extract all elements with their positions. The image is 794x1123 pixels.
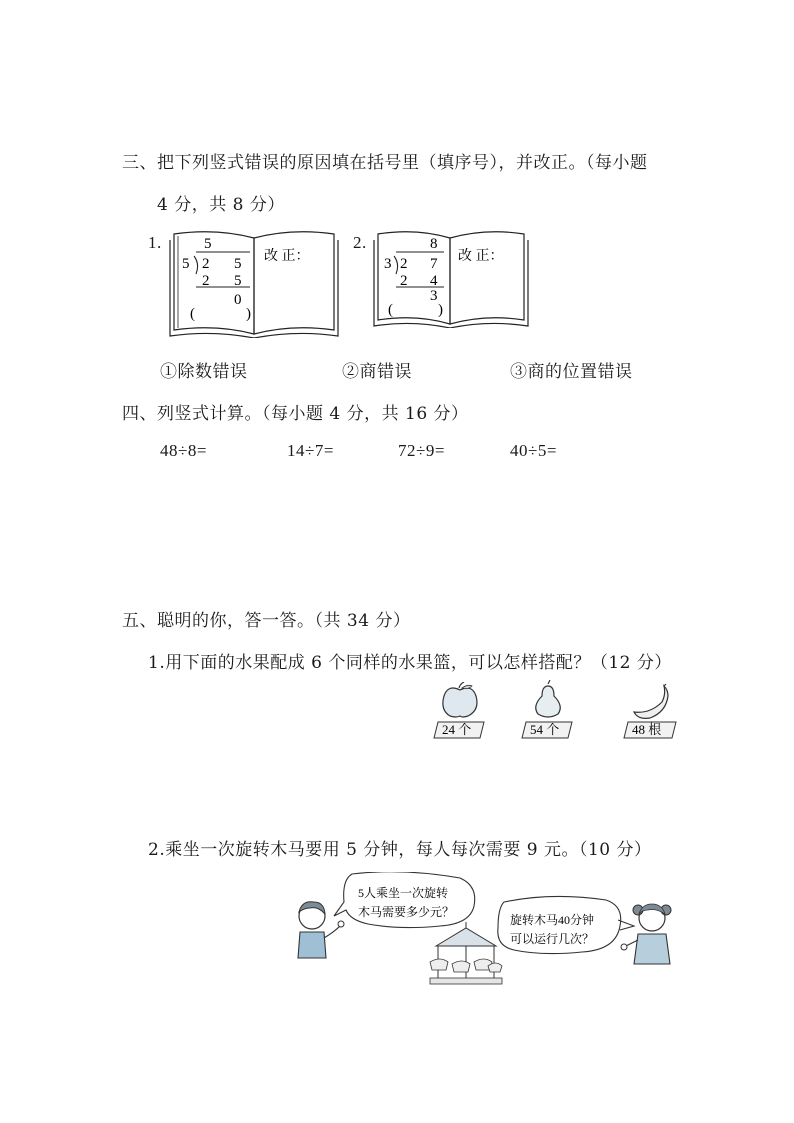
division-problem-4: 40÷5= <box>510 441 557 460</box>
problem2-correction-label: 改 正： <box>458 249 504 264</box>
question2-text: 2.乘坐一次旋转木马要用 5 分钟，每人每次需要 9 元。（10 分） <box>148 840 652 860</box>
problem1-dividend-digit1: 2 <box>202 256 210 272</box>
problem1-divisor: 5 <box>182 256 190 272</box>
section5-title: 五、聪明的你，答一答。（共 34 分） <box>122 611 411 631</box>
problem2-quotient: 8 <box>430 236 438 252</box>
problem1-dividend-digit2: 5 <box>234 256 242 272</box>
problem1-product-digit1: 2 <box>202 273 210 289</box>
problem2-product-digit2: 4 <box>430 273 438 289</box>
boy-figure <box>298 902 344 958</box>
section3-title-line2: 4 分，共 8 分） <box>157 195 285 215</box>
bubble-right-line1: 旋转木马40分钟 <box>510 913 595 927</box>
apple-count: 24 个 <box>442 722 472 737</box>
division-problem-3: 72÷9= <box>398 441 445 460</box>
problem1-product-digit2: 5 <box>234 273 242 289</box>
apple-item <box>432 682 488 740</box>
carousel-icon <box>430 922 502 984</box>
option-2: ②商错误 <box>342 362 412 382</box>
speech-bubble-left <box>334 872 475 928</box>
bubble-left-line1: 5人乘坐一次旋转 <box>358 886 449 900</box>
problem2-dividend-digit1: 2 <box>400 256 408 272</box>
carousel-illustration <box>290 872 680 990</box>
bubble-right-line2: 可以运行几次？ <box>510 932 595 946</box>
problem1-quotient: 5 <box>204 236 212 252</box>
problem1-book <box>166 230 344 338</box>
problem2-dividend-digit2: 7 <box>430 256 438 272</box>
problem1-correction-label: 改 正： <box>264 249 310 264</box>
section4-title: 四、列竖式计算。（每小题 4 分，共 16 分） <box>122 404 469 424</box>
problem2-paren-close: ) <box>438 302 443 318</box>
apple-icon <box>443 682 477 717</box>
problem2-index: 2. <box>353 233 367 252</box>
division-problem-1: 48÷8= <box>160 441 207 460</box>
problem1-paren-open: ( <box>190 306 195 322</box>
problem2-book <box>372 230 532 328</box>
option-3: ③商的位置错误 <box>510 362 633 382</box>
problem2-remainder: 3 <box>430 288 438 304</box>
banana-icon <box>634 684 668 718</box>
pear-icon <box>536 680 561 717</box>
question1-text: 1.用下面的水果配成 6 个同样的水果篮，可以怎样搭配？（12 分） <box>148 653 672 673</box>
section3-title-line1: 三、把下列竖式错误的原因填在括号里（填序号），并改正。（每小题 <box>122 153 648 173</box>
problem1-remainder: 0 <box>234 292 242 308</box>
problem2-divisor: 3 <box>384 256 392 272</box>
banana-count: 48 根 <box>632 722 662 737</box>
pear-count: 54 个 <box>530 722 560 737</box>
problem1-index: 1. <box>148 233 162 252</box>
speech-bubble-right <box>498 896 634 953</box>
bubble-left-line2: 木马需要多少元？ <box>358 905 455 919</box>
girl-figure <box>621 904 671 964</box>
division-problem-2: 14÷7= <box>287 441 334 460</box>
problem1-paren-close: ) <box>246 306 251 322</box>
banana-item <box>620 682 680 740</box>
option-1: ①除数错误 <box>160 362 248 382</box>
pear-item <box>520 680 576 740</box>
problem2-product-digit1: 2 <box>400 273 408 289</box>
problem2-paren-open: ( <box>388 302 393 318</box>
